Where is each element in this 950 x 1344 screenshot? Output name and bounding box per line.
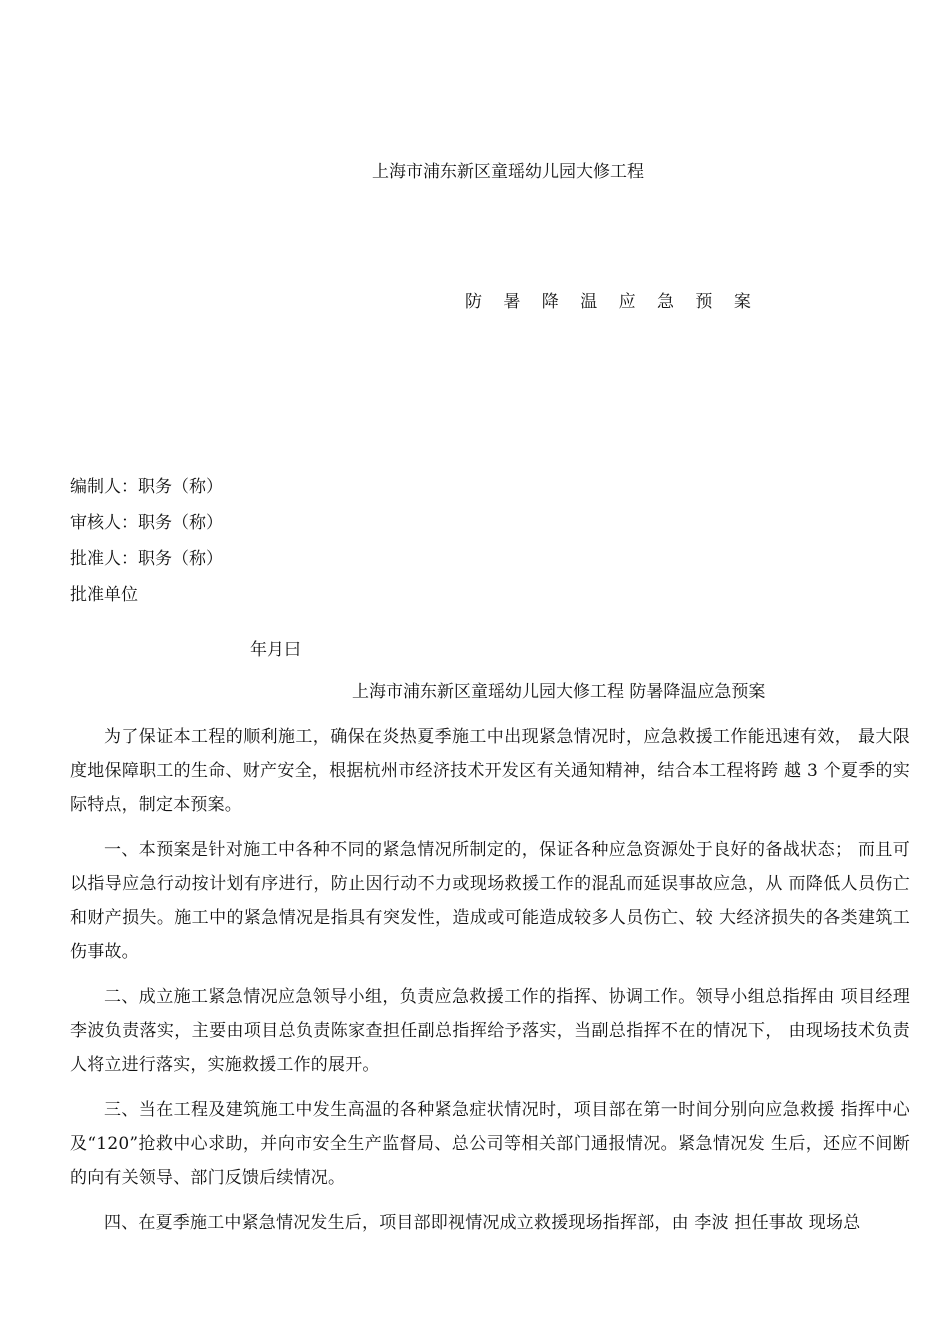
paragraph-section-3: 三、当在工程及建筑施工中发生高温的各种紧急症状情况时，项目部在第一时间分别向应急救援 指挥中心及“120”抢救中心求助，并向市安全生产监督局、总公司等相关部门通报情况。紧急情况发 生后，还应不间断的向有关领导、部门反馈后续情况。	[70, 1100, 910, 1188]
plan-title: 防 暑 降 温 应 急 预 案	[465, 292, 759, 312]
paragraph-intro: 为了保证本工程的顺利施工，确保在炎热夏季施工中出现紧急情况时，应急救援工作能迅速有效， 最大限度地保障职工的生命、财产安全，根据杭州市经济技术开发区有关通知精神，结合本工程将跨 越 3 个夏季的实际特点，制定本预案。	[70, 727, 910, 815]
signature-line-reviewer: 审核人：职务（称）	[70, 513, 223, 533]
signature-line-approving-unit: 批准单位	[70, 585, 138, 605]
signature-line-preparer: 编制人：职务（称）	[70, 477, 223, 497]
project-title: 上海市浦东新区童瑶幼儿园大修工程	[372, 162, 644, 182]
paragraph-section-1: 一、本预案是针对施工中各种不同的紧急情况所制定的，保证各种应急资源处于良好的备战状态； 而且可以指导应急行动按计划有序进行，防止因行动不力或现场救援工作的混乱而延误事故应急，从 而降低人员伤亡和财产损失。施工中的紧急情况是指具有突发性，造成或可能造成较多人员伤亡、较 大经济损失的各类建筑工伤事故。	[70, 840, 910, 962]
paragraph-section-4: 四、在夏季施工中紧急情况发生后，项目部即视情况成立救援现场指挥部，由 李波 担任事故 现场总	[104, 1213, 861, 1233]
date-line: 年月曰	[250, 640, 301, 660]
signature-line-approver: 批准人：职务（称）	[70, 549, 223, 569]
body-text	[70, 720, 910, 1251]
document-subtitle: 上海市浦东新区童瑶幼儿园大修工程 防暑降温应急预案	[352, 682, 766, 702]
paragraph-section-2: 二、成立施工紧急情况应急领导小组，负责应急救援工作的指挥、协调工作。领导小组总指挥由 项目经理李波负责落实，主要由项目总负责陈家查担任副总指挥给予落实，当副总指挥不在的情况下， 由现场技术负责人将立进行落实，实施救援工作的展开。	[70, 987, 910, 1075]
